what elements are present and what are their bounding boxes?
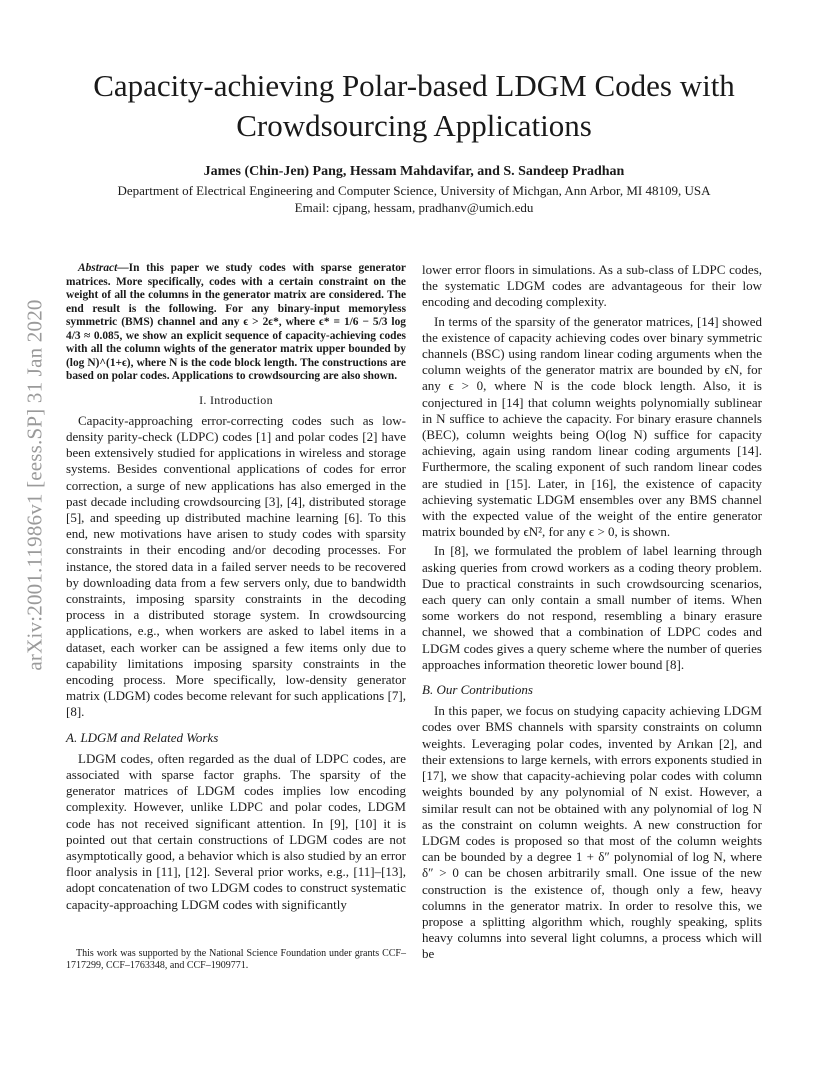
paper-authors: James (Chin-Jen) Pang, Hessam Mahdavifar, and S. Sandeep Pradhan xyxy=(203,164,625,179)
abstract xyxy=(66,262,406,384)
subsection-heading-ldgm: A. LDGM and Related Works xyxy=(66,729,219,745)
intro-paragraph: Capacity-approaching error-correcting codes such as low-density parity-check (LDPC) codes [1] and polar codes [2] have been extensively studied for applications in wireless and storage systems. Besides conventional applications of codes for error correction, a surge of new applications has also emerged in the past decade including crowdsourcing [3], [4], distributed storage [5], and speeding up distributed machine learning [6]. To this end, new motivations have arisen to study codes with sparsity constraints in their encoding and/or decoding processes. For instance, the stored data in a failed server needs to be recovered by downloading data from a few servers only, due to bandwidth constraints, imposing sparsity constraints in the decoding process in a distributed storage system. In crowdsourcing applications, e.g., when workers are asked to label items in a dataset, each worker can be assigned a few items only due to capability limitations imposing sparsity constraints in the encoding process. More specifically, low-density generator matrix (LDGM) codes become relevant for such applications [7], [8]. xyxy=(66,412,406,720)
sparsity-paragraph: In terms of the sparsity of the generator matrices, [14] showed the existence of capacity achieving codes over binary symmetric channels (BSC) using random linear coding arguments when the column weights of the generator matrix are bounded by ϵN, for any ϵ > 0, where N is the code block length. Also, it is conjectured in [14] that column weights polynomially sublinear in N suffice to achieve the capacity. For binary erasure channels (BEC), column weights being O(log N) suffice for capacity achieving, again using random linear coding arguments [14]. Furthermore, the scaling exponent of such random linear codes are studied in [15]. Later, in [16], the existence of capacity achieving systematic LDGM ensembles over any BMS channel with the expected value of the weight of the entire generator matrix bounded by ϵN², for any ϵ > 0, is shown. xyxy=(422,313,762,540)
right-column xyxy=(422,262,762,966)
continued-paragraph: lower error floors in simulations. As a sub-class of LDPC codes, the systematic LDGM codes are advantageous for their low encoding and decoding complexity. xyxy=(422,262,762,310)
paper-title: Capacity-achieving Polar-based LDGM Codes with Crowdsourcing Applications xyxy=(93,68,735,143)
arxiv-id[interactable]: arXiv:2001.11986v1 [eess.SP] 31 Jan 2020 xyxy=(22,299,47,671)
abstract-label: Abstract xyxy=(78,262,118,274)
email: Email: cjpang, hessam, pradhanv@umich.edu xyxy=(294,200,534,215)
abstract-text: —In this paper we study codes with sparse generator matrices. More specifically, codes with a certain constraint on the weight of all the columns in the generator matrix are considered. The end result is the following. For any binary-input memoryless symmetric (BMS) channel and any ϵ > 2ϵ*, where ϵ* = 1/6 − 5/3 log 4/3 ≈ 0.085, we show an explicit sequence of capacity-achieving codes with all the column wights of the generator matrix upper bounded by (log N)^(1+ϵ), where N is the code block length. The constructions are based on polar codes. Applications to crowdsourcing are also shown. xyxy=(66,262,406,382)
contributions-paragraph: In this paper, we focus on studying capacity achieving LDGM codes over BMS channels with sparsity constraints on column weights. Leveraging polar codes, invented by Arıkan [2], and their extensions to large kernels, with errors exponents studied in [17], we show that capacity-achieving polar codes with column weights bounded by any polynomial of N exist. However, a similar result can not be obtained with any polynomial of log N as the constraint on column weights. A new construction for LDGM codes is proposed so that most of the column weights can be bounded by a degree 1 + δ″ polynomial of log N, where δ″ > 0 can be chosen arbitrarily small. One issue of the new construction is the existence of, though only a few, heavy columns in the generator matrix. In order to resolve this, we propose a splitting algorithm which, roughly speaking, splits heavy columns into several light columns, a process which will be xyxy=(422,703,762,962)
ldgm-paragraph: LDGM codes, often regarded as the dual of LDPC codes, are associated with sparse factor graphs. The sparsity of the generator matrices of LDGM codes implies low encoding complexity. However, unlike LDPC and polar codes, LDGM code has not received significant attention. In [9], [10] it is pointed out that certain constructions of LDGM codes are not asymptotically good, a behavior which is also studied by an error floor analysis in [11], [12]. Several prior works, e.g., [11]–[13], adopt concatenation of two LDGM codes to construct systematic capacity-approaching LDGM codes with significantly xyxy=(66,750,406,912)
footnote xyxy=(66,948,406,975)
arxiv-stamp xyxy=(22,250,48,720)
left-column xyxy=(66,262,406,916)
subsection-heading-contributions: B. Our Contributions xyxy=(422,682,533,698)
crowdsourcing-paragraph: In [8], we formulated the problem of label learning through asking queries from crowd workers as a coding theory problem. Due to practical constraints in such crowdsourcing scenarios, each query can only contain a small number of items. When some workers do not respond, resembling a binary erasure channel, we showed that a combination of LDPC codes and LDGM codes gives a query scheme where the number of queries approaches information theoretic lower bound [8]. xyxy=(422,543,762,672)
section-heading-introduction: I. Introduction xyxy=(199,392,273,407)
affiliation-block xyxy=(40,182,788,216)
funding-note: This work was supported by the National Science Foundation under grants CCF–1717299, CCF–1763348, and CCF–1909771. xyxy=(66,948,406,971)
affiliation: Department of Electrical Engineering and Computer Science, University of Michgan, Ann Arbor, MI 48109, USA xyxy=(117,183,711,198)
